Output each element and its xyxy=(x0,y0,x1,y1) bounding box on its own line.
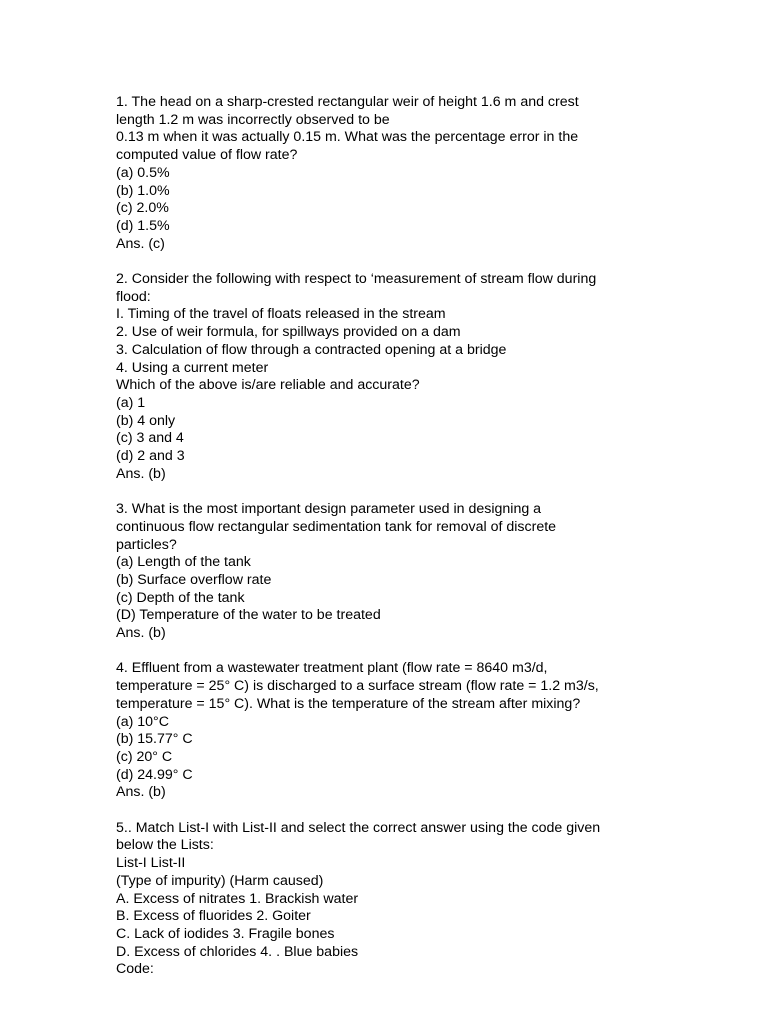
option-line: (a) 10°C xyxy=(116,713,169,730)
option-line: (D) Temperature of the water to be treated xyxy=(116,607,381,624)
answer-line: Ans. (b) xyxy=(116,625,166,642)
question-text-line: length 1.2 m was incorrectly observed to be xyxy=(116,111,390,128)
answer-line: Ans. (b) xyxy=(116,784,166,801)
statement-line: 4. Using a current meter xyxy=(116,359,269,376)
question-text-line: below the Lists: xyxy=(116,837,214,854)
question-text-line: 2. Consider the following with respect to ‘measurement of stream flow during xyxy=(116,271,597,288)
question-text-line: continuous flow rectangular sedimentation tank for removal of discrete xyxy=(116,518,557,535)
question-text-line: temperature = 25° C) is discharged to a surface stream (flow rate = 1.2 m3/s, xyxy=(116,678,599,695)
answer-line: Ans. (c) xyxy=(116,235,165,252)
question-4 xyxy=(116,660,736,802)
question-text-line: computed value of flow rate? xyxy=(116,147,298,164)
question-text-line: 5.. Match List-I with List-II and select the correct answer using the code given xyxy=(116,819,601,836)
list-header-line: List-I List-II xyxy=(116,855,186,872)
option-line: (d) 2 and 3 xyxy=(116,448,185,465)
question-text-line: flood: xyxy=(116,288,151,305)
question-3 xyxy=(116,501,736,643)
option-line: (a) 1 xyxy=(116,394,146,411)
statement-line: 2. Use of weir formula, for spillways provided on a dam xyxy=(116,324,461,341)
document-page xyxy=(116,94,736,997)
question-text-line: temperature = 15° C). What is the temperature of the stream after mixing? xyxy=(116,695,581,712)
option-line: (d) 24.99° C xyxy=(116,766,193,783)
option-line: (b) Surface overflow rate xyxy=(116,571,272,588)
question-5 xyxy=(116,820,736,979)
option-line: (c) 20° C xyxy=(116,748,173,765)
option-line: (b) 15.77° C xyxy=(116,731,193,748)
match-pair-line: A. Excess of nitrates 1. Brackish water xyxy=(116,890,359,907)
question-text-line: 3. What is the most important design parameter used in designing a xyxy=(116,501,542,518)
answer-line: Ans. (b) xyxy=(116,465,166,482)
question-text-line: 0.13 m when it was actually 0.15 m. What was the percentage error in the xyxy=(116,129,579,146)
option-line: (c) 2.0% xyxy=(116,200,169,217)
statement-line: I. Timing of the travel of floats released in the stream xyxy=(116,306,446,323)
option-line: (a) 0.5% xyxy=(116,164,170,181)
question-text-line: 4. Effluent from a wastewater treatment plant (flow rate = 8640 m3/d, xyxy=(116,660,548,677)
question-text-line: particles? xyxy=(116,536,177,553)
question-text-line: Which of the above is/are reliable and accurate? xyxy=(116,377,420,394)
statement-line: 3. Calculation of flow through a contracted opening at a bridge xyxy=(116,341,507,358)
option-line: (b) 4 only xyxy=(116,412,176,429)
list-header-line: (Type of impurity) (Harm caused) xyxy=(116,872,324,889)
match-pair-line: C. Lack of iodides 3. Fragile bones xyxy=(116,925,335,942)
question-2 xyxy=(116,271,736,483)
code-label-line: Code: xyxy=(116,961,154,978)
option-line: (b) 1.0% xyxy=(116,182,170,199)
question-1 xyxy=(116,94,736,253)
question-text-line: 1. The head on a sharp-crested rectangular weir of height 1.6 m and crest xyxy=(116,94,579,110)
option-line: (c) Depth of the tank xyxy=(116,589,245,606)
option-line: (a) Length of the tank xyxy=(116,554,251,571)
match-pair-line: B. Excess of fluorides 2. Goiter xyxy=(116,908,311,925)
option-line: (d) 1.5% xyxy=(116,217,170,234)
match-pair-line: D. Excess of chlorides 4. . Blue babies xyxy=(116,943,359,960)
option-line: (c) 3 and 4 xyxy=(116,430,184,447)
